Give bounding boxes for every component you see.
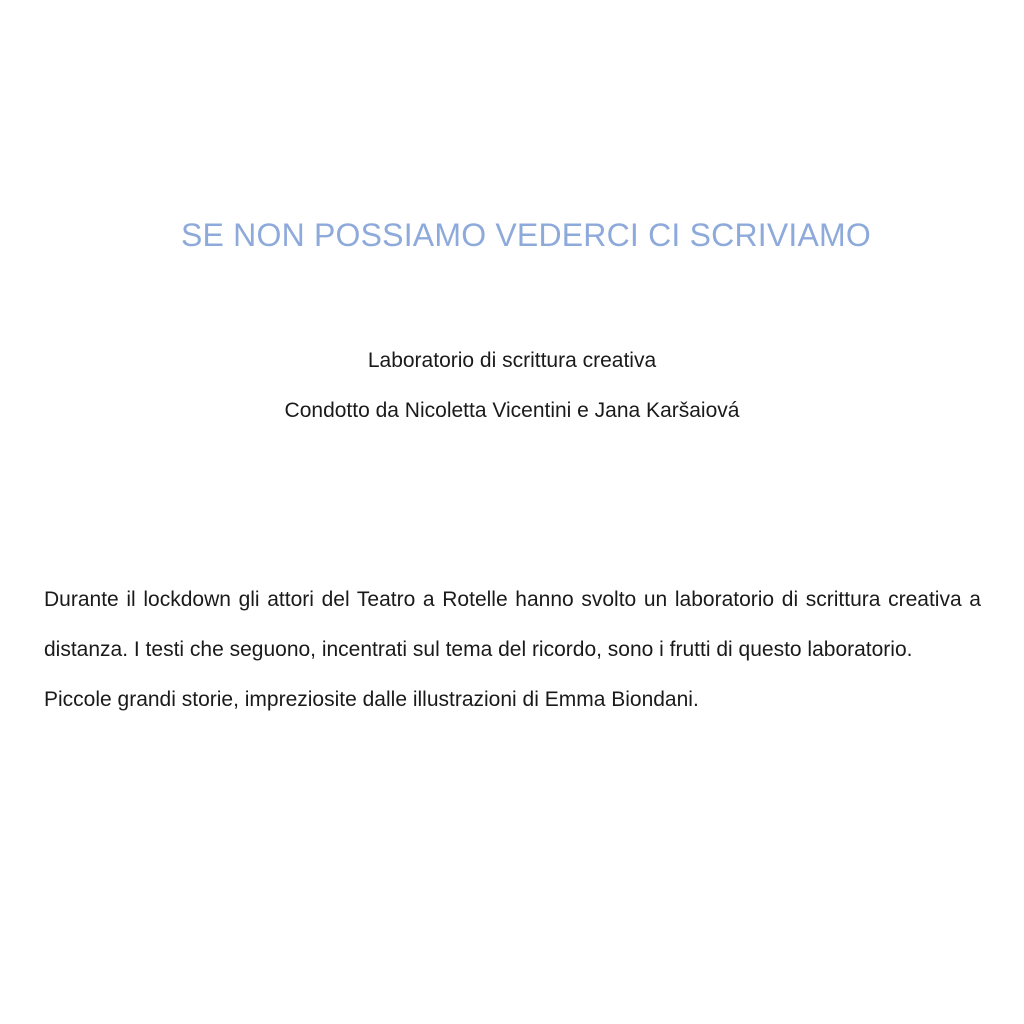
intro-body (44, 575, 981, 725)
conducted-by-line: Condotto da Nicoletta Vicentini e Jana Karšaiová (284, 399, 740, 422)
document-title: SE NON POSSIAMO VEDERCI CI SCRIVIAMO (181, 217, 871, 253)
intro-paragraph: Durante il lockdown gli attori del Teatro a Rotelle hanno svolto un laboratorio di scrittura creativa a distanza. I testi che seguono, incentrati sul tema del ricordo, sono i frutti di questo laboratorio. (44, 588, 981, 661)
illustrations-paragraph: Piccole grandi storie, impreziosite dalle illustrazioni di Emma Biondani. (44, 688, 699, 711)
workshop-subtitle: Laboratorio di scrittura creativa (367, 349, 657, 372)
